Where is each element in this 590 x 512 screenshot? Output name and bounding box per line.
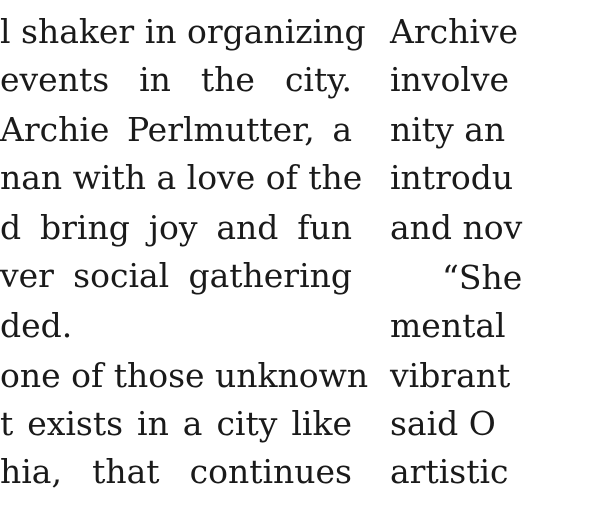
left-line-3: Archie Perlmutter, a (0, 110, 352, 149)
right-line-9: said O (390, 404, 496, 443)
right-line-3: nity an (390, 110, 506, 149)
right-line-1: Archive (390, 12, 519, 51)
right-line-8: vibrant (390, 356, 511, 395)
left-line-4: nan with a love of the (0, 158, 363, 197)
left-line-7: ded. (0, 306, 73, 345)
left-line-8: one of those unknown (0, 356, 369, 395)
right-line-10: artistic (390, 452, 509, 491)
right-line-7: mental (390, 306, 506, 345)
left-line-1: l shaker in organizing (0, 12, 366, 51)
right-line-4: introdu (390, 158, 514, 197)
left-line-9: t exists in a city like (0, 404, 352, 443)
left-line-6: ver social gathering (0, 256, 352, 295)
right-line-5: and nov (390, 208, 523, 247)
left-line-2: events in the city. (0, 60, 352, 99)
right-line-2: involve (390, 60, 510, 99)
left-line-5: d bring joy and fun (0, 208, 352, 247)
left-line-10: hia, that continues (0, 452, 352, 491)
right-line-6: “She (442, 258, 523, 297)
